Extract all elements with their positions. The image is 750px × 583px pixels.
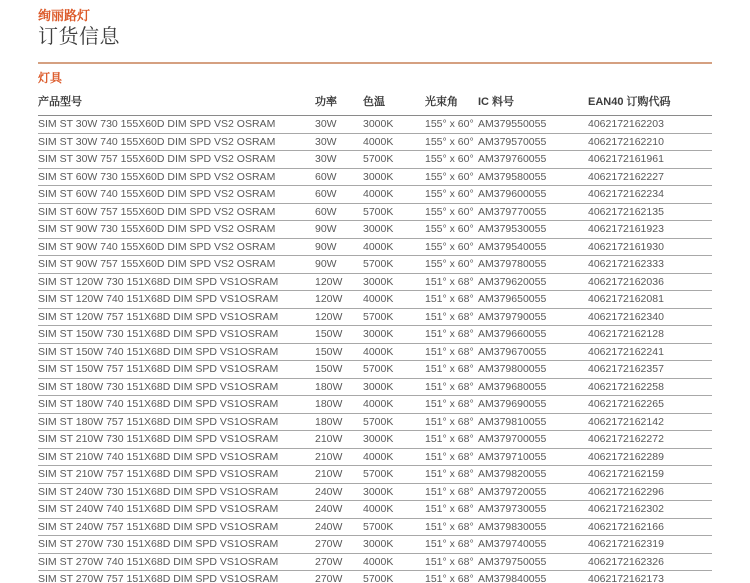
page-title: 订货信息: [38, 26, 120, 48]
cell-ean: 4062172162135: [588, 203, 712, 221]
cell-cct: 3000K: [363, 378, 425, 396]
cell-model: SIM ST 270W 730 151X68D DIM SPD VS1OSRAM: [38, 536, 315, 554]
cell-model: SIM ST 180W 740 151X68D DIM SPD VS1OSRAM: [38, 396, 315, 414]
cell-cct: 3000K: [363, 326, 425, 344]
cell-beam: 151° x 68°: [425, 378, 478, 396]
column-header-power: 功率: [315, 88, 363, 116]
cell-power: 210W: [315, 448, 363, 466]
cell-model: SIM ST 120W 757 151X68D DIM SPD VS1OSRAM: [38, 308, 315, 326]
cell-ic: AM379700055: [478, 431, 588, 449]
cell-cct: 3000K: [363, 431, 425, 449]
cell-ic: AM379580055: [478, 168, 588, 186]
table-row: [38, 116, 712, 134]
cell-cct: 3000K: [363, 116, 425, 134]
cell-ic: AM379800055: [478, 361, 588, 379]
table-row: [38, 483, 712, 501]
table-row: [38, 501, 712, 519]
cell-ic: AM379550055: [478, 116, 588, 134]
cell-ean: 4062172162340: [588, 308, 712, 326]
cell-model: SIM ST 90W 757 155X60D DIM SPD VS2 OSRAM: [38, 256, 315, 274]
table-row: [38, 518, 712, 536]
cell-model: SIM ST 210W 757 151X68D DIM SPD VS1OSRAM: [38, 466, 315, 484]
cell-beam: 151° x 68°: [425, 291, 478, 309]
cell-power: 150W: [315, 361, 363, 379]
cell-ic: AM379670055: [478, 343, 588, 361]
cell-cct: 5700K: [363, 151, 425, 169]
cell-ic: AM379750055: [478, 553, 588, 571]
cell-model: SIM ST 60W 740 155X60D DIM SPD VS2 OSRAM: [38, 186, 315, 204]
cell-cct: 4000K: [363, 291, 425, 309]
table-row: [38, 326, 712, 344]
cell-beam: 151° x 68°: [425, 571, 478, 583]
cell-ic: AM379600055: [478, 186, 588, 204]
cell-ic: AM379770055: [478, 203, 588, 221]
table-row: [38, 378, 712, 396]
cell-model: SIM ST 150W 730 151X68D DIM SPD VS1OSRAM: [38, 326, 315, 344]
cell-ic: AM379740055: [478, 536, 588, 554]
cell-cct: 4000K: [363, 396, 425, 414]
cell-ean: 4062172162227: [588, 168, 712, 186]
cell-power: 240W: [315, 518, 363, 536]
cell-ean: 4062172162036: [588, 273, 712, 291]
cell-beam: 151° x 68°: [425, 361, 478, 379]
cell-model: SIM ST 150W 740 151X68D DIM SPD VS1OSRAM: [38, 343, 315, 361]
cell-cct: 3000K: [363, 483, 425, 501]
cell-beam: 151° x 68°: [425, 483, 478, 501]
cell-ean: 4062172162289: [588, 448, 712, 466]
cell-ean: 4062172162302: [588, 501, 712, 519]
brand-title: 绚丽路灯: [38, 8, 91, 23]
cell-ic: AM379760055: [478, 151, 588, 169]
cell-ic: AM379820055: [478, 466, 588, 484]
cell-ic: AM379710055: [478, 448, 588, 466]
cell-ic: AM379530055: [478, 221, 588, 239]
cell-model: SIM ST 210W 730 151X68D DIM SPD VS1OSRAM: [38, 431, 315, 449]
ordering-table: [38, 88, 712, 583]
cell-cct: 4000K: [363, 343, 425, 361]
cell-cct: 3000K: [363, 221, 425, 239]
cell-beam: 151° x 68°: [425, 396, 478, 414]
table-row: [38, 343, 712, 361]
table-row: [38, 273, 712, 291]
table-row: [38, 168, 712, 186]
cell-model: SIM ST 270W 757 151X68D DIM SPD VS1OSRAM: [38, 571, 315, 583]
table-row: [38, 133, 712, 151]
cell-ean: 4062172162241: [588, 343, 712, 361]
cell-power: 30W: [315, 151, 363, 169]
cell-ic: AM379660055: [478, 326, 588, 344]
cell-model: SIM ST 180W 730 151X68D DIM SPD VS1OSRAM: [38, 378, 315, 396]
cell-ean: 4062172162203: [588, 116, 712, 134]
cell-cct: 5700K: [363, 203, 425, 221]
cell-power: 90W: [315, 221, 363, 239]
cell-beam: 155° x 60°: [425, 203, 478, 221]
cell-ic: AM379830055: [478, 518, 588, 536]
cell-cct: 3000K: [363, 273, 425, 291]
cell-ic: AM379730055: [478, 501, 588, 519]
cell-cct: 5700K: [363, 361, 425, 379]
cell-power: 150W: [315, 326, 363, 344]
table-row: [38, 308, 712, 326]
cell-cct: 4000K: [363, 553, 425, 571]
cell-ean: 4062172162326: [588, 553, 712, 571]
column-header-model: 产品型号: [38, 88, 315, 116]
table-body: [38, 116, 712, 583]
cell-ean: 4062172162258: [588, 378, 712, 396]
table-row: [38, 536, 712, 554]
cell-power: 120W: [315, 291, 363, 309]
cell-ean: 4062172162166: [588, 518, 712, 536]
cell-model: SIM ST 30W 757 155X60D DIM SPD VS2 OSRAM: [38, 151, 315, 169]
table-row: [38, 553, 712, 571]
cell-power: 30W: [315, 133, 363, 151]
cell-model: SIM ST 240W 757 151X68D DIM SPD VS1OSRAM: [38, 518, 315, 536]
table-header-row: [38, 88, 712, 116]
cell-model: SIM ST 240W 730 151X68D DIM SPD VS1OSRAM: [38, 483, 315, 501]
cell-power: 90W: [315, 238, 363, 256]
cell-model: SIM ST 240W 740 151X68D DIM SPD VS1OSRAM: [38, 501, 315, 519]
cell-ean: 4062172161961: [588, 151, 712, 169]
cell-cct: 5700K: [363, 518, 425, 536]
column-header-beam: 光束角: [425, 88, 478, 116]
cell-cct: 4000K: [363, 133, 425, 151]
cell-model: SIM ST 60W 730 155X60D DIM SPD VS2 OSRAM: [38, 168, 315, 186]
table-row: [38, 413, 712, 431]
cell-beam: 151° x 68°: [425, 273, 478, 291]
cell-model: SIM ST 30W 730 155X60D DIM SPD VS2 OSRAM: [38, 116, 315, 134]
cell-beam: 151° x 68°: [425, 553, 478, 571]
cell-power: 180W: [315, 413, 363, 431]
cell-cct: 4000K: [363, 186, 425, 204]
cell-ic: AM379540055: [478, 238, 588, 256]
cell-cct: 5700K: [363, 466, 425, 484]
cell-ean: 4062172162173: [588, 571, 712, 583]
table-header: [38, 88, 712, 116]
table-row: [38, 361, 712, 379]
cell-power: 180W: [315, 378, 363, 396]
cell-cct: 5700K: [363, 571, 425, 583]
cell-beam: 155° x 60°: [425, 133, 478, 151]
cell-ean: 4062172162081: [588, 291, 712, 309]
table-row: [38, 448, 712, 466]
section-title-luminaire: 灯具: [38, 71, 63, 85]
table-row: [38, 151, 712, 169]
cell-cct: 5700K: [363, 308, 425, 326]
table-row: [38, 431, 712, 449]
cell-beam: 151° x 68°: [425, 518, 478, 536]
cell-ic: AM379620055: [478, 273, 588, 291]
cell-ean: 4062172162159: [588, 466, 712, 484]
cell-model: SIM ST 30W 740 155X60D DIM SPD VS2 OSRAM: [38, 133, 315, 151]
cell-power: 270W: [315, 536, 363, 554]
cell-ean: 4062172162319: [588, 536, 712, 554]
table-row: [38, 238, 712, 256]
cell-cct: 4000K: [363, 501, 425, 519]
cell-power: 150W: [315, 343, 363, 361]
cell-beam: 151° x 68°: [425, 308, 478, 326]
table-row: [38, 396, 712, 414]
cell-cct: 3000K: [363, 168, 425, 186]
cell-ic: AM379720055: [478, 483, 588, 501]
cell-ic: AM379840055: [478, 571, 588, 583]
cell-ic: AM379680055: [478, 378, 588, 396]
cell-beam: 151° x 68°: [425, 413, 478, 431]
cell-ic: AM379570055: [478, 133, 588, 151]
section-divider: [38, 62, 712, 64]
cell-ean: 4062172162357: [588, 361, 712, 379]
cell-beam: 155° x 60°: [425, 186, 478, 204]
cell-ean: 4062172162128: [588, 326, 712, 344]
cell-ean: 4062172161930: [588, 238, 712, 256]
column-header-ic: IC 料号: [478, 88, 588, 116]
table-row: [38, 466, 712, 484]
cell-cct: 3000K: [363, 536, 425, 554]
cell-power: 30W: [315, 116, 363, 134]
cell-ean: 4062172162142: [588, 413, 712, 431]
cell-beam: 155° x 60°: [425, 256, 478, 274]
table-row: [38, 203, 712, 221]
cell-power: 60W: [315, 168, 363, 186]
cell-cct: 4000K: [363, 448, 425, 466]
cell-beam: 155° x 60°: [425, 116, 478, 134]
cell-model: SIM ST 210W 740 151X68D DIM SPD VS1OSRAM: [38, 448, 315, 466]
cell-model: SIM ST 270W 740 151X68D DIM SPD VS1OSRAM: [38, 553, 315, 571]
cell-beam: 151° x 68°: [425, 431, 478, 449]
cell-ic: AM379690055: [478, 396, 588, 414]
cell-power: 270W: [315, 553, 363, 571]
cell-cct: 5700K: [363, 413, 425, 431]
cell-model: SIM ST 120W 730 151X68D DIM SPD VS1OSRAM: [38, 273, 315, 291]
cell-beam: 151° x 68°: [425, 501, 478, 519]
cell-ean: 4062172162296: [588, 483, 712, 501]
cell-beam: 155° x 60°: [425, 221, 478, 239]
cell-beam: 151° x 68°: [425, 536, 478, 554]
cell-ic: AM379780055: [478, 256, 588, 274]
cell-ean: 4062172162234: [588, 186, 712, 204]
cell-power: 60W: [315, 186, 363, 204]
cell-ean: 4062172162272: [588, 431, 712, 449]
cell-cct: 4000K: [363, 238, 425, 256]
cell-ean: 4062172161923: [588, 221, 712, 239]
cell-power: 210W: [315, 431, 363, 449]
table-row: [38, 291, 712, 309]
table-row: [38, 186, 712, 204]
table-row: [38, 221, 712, 239]
cell-power: 210W: [315, 466, 363, 484]
cell-ic: AM379810055: [478, 413, 588, 431]
cell-beam: 151° x 68°: [425, 326, 478, 344]
column-header-ean: EAN40 订购代码: [588, 88, 712, 116]
cell-model: SIM ST 90W 730 155X60D DIM SPD VS2 OSRAM: [38, 221, 315, 239]
cell-power: 180W: [315, 396, 363, 414]
cell-cct: 5700K: [363, 256, 425, 274]
cell-power: 90W: [315, 256, 363, 274]
cell-beam: 151° x 68°: [425, 343, 478, 361]
cell-beam: 151° x 68°: [425, 448, 478, 466]
cell-model: SIM ST 150W 757 151X68D DIM SPD VS1OSRAM: [38, 361, 315, 379]
cell-model: SIM ST 120W 740 151X68D DIM SPD VS1OSRAM: [38, 291, 315, 309]
cell-ean: 4062172162265: [588, 396, 712, 414]
cell-beam: 155° x 60°: [425, 151, 478, 169]
cell-power: 120W: [315, 308, 363, 326]
cell-power: 240W: [315, 483, 363, 501]
cell-beam: 155° x 60°: [425, 238, 478, 256]
cell-ic: AM379790055: [478, 308, 588, 326]
cell-model: SIM ST 180W 757 151X68D DIM SPD VS1OSRAM: [38, 413, 315, 431]
cell-beam: 151° x 68°: [425, 466, 478, 484]
table-row: [38, 571, 712, 583]
cell-ean: 4062172162333: [588, 256, 712, 274]
column-header-cct: 色温: [363, 88, 425, 116]
cell-model: SIM ST 60W 757 155X60D DIM SPD VS2 OSRAM: [38, 203, 315, 221]
cell-ean: 4062172162210: [588, 133, 712, 151]
cell-power: 270W: [315, 571, 363, 583]
table-row: [38, 256, 712, 274]
cell-ic: AM379650055: [478, 291, 588, 309]
cell-model: SIM ST 90W 740 155X60D DIM SPD VS2 OSRAM: [38, 238, 315, 256]
cell-beam: 155° x 60°: [425, 168, 478, 186]
cell-power: 120W: [315, 273, 363, 291]
cell-power: 60W: [315, 203, 363, 221]
cell-power: 240W: [315, 501, 363, 519]
